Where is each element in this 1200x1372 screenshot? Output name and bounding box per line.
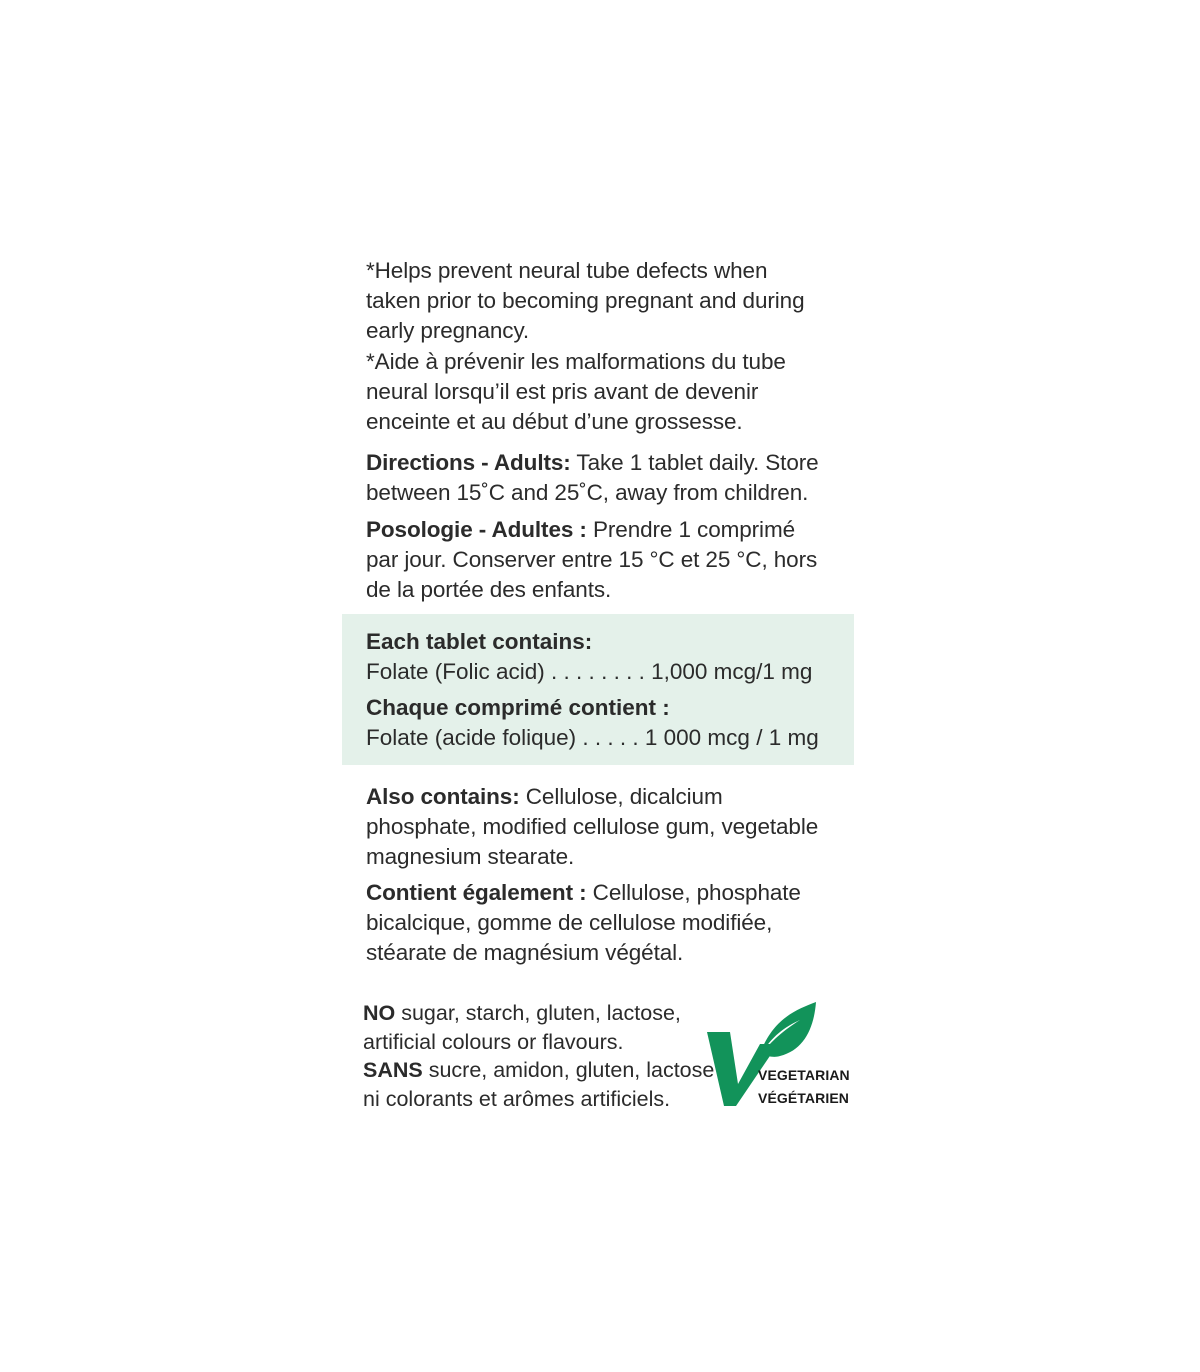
free-from-statement [363, 999, 714, 1113]
free-en-line-1 [363, 999, 714, 1028]
directions-line-1 [366, 448, 846, 478]
posologie-line-3: de la portée des enfants. [366, 577, 612, 603]
also-text-1: Cellulose, dicalcium [519, 784, 723, 809]
contient-text-1: Cellulose, phosphate [586, 880, 801, 905]
free-en-line-2: artificial colours or flavours. [363, 1029, 624, 1054]
also-label: Also contains: [366, 784, 520, 809]
posologie-line-1 [366, 515, 846, 545]
posologie-text-1: Prendre 1 comprimé [586, 517, 796, 542]
directions-label: Directions - Adults: [366, 450, 571, 475]
claim-fr-line-1: *Aide à prévenir les malformations du tube [366, 348, 786, 374]
directions-fr [366, 515, 846, 606]
vegetarian-label-en: VEGETARIAN [758, 1067, 850, 1083]
posologie-line-2: par jour. Conserver entre 15 °C et 25 °C, hors [366, 547, 818, 573]
directions-line-2: between 15˚C and 25˚C, away from children. [366, 480, 809, 506]
contient-line-1 [366, 878, 846, 908]
claim-fr-line-3: enceinte et au début d’une grossesse. [366, 409, 743, 435]
free-fr-text-1: sucre, amidon, gluten, lactose [422, 1058, 715, 1082]
tablet-ingredient-en: Folate (Folic acid) . . . . . . . . 1,000 mcg/1 mg [366, 659, 813, 684]
contient-line-3: stéarate de magnésium végétal. [366, 940, 684, 966]
also-line-2: phosphate, modified cellulose gum, vegetable [366, 814, 819, 840]
directions-en [366, 448, 846, 508]
claim-en-line-3: early pregnancy. [366, 318, 530, 344]
free-en-label: NO [363, 1001, 396, 1025]
health-claims [366, 256, 846, 437]
posologie-label: Posologie - Adultes : [366, 517, 587, 542]
claim-en-line-2: taken prior to becoming pregnant and during [366, 288, 805, 314]
also-line-1 [366, 782, 846, 812]
tablet-ingredient-fr: Folate (acide folique) . . . . . 1 000 mcg / 1 mg [366, 725, 819, 750]
also-contains-fr [366, 878, 846, 969]
free-fr-line-2: ni colorants et arômes artificiels. [363, 1086, 671, 1111]
also-contains-en [366, 782, 846, 873]
free-en-text-1: sugar, starch, gluten, lactose, [395, 1001, 681, 1025]
tablet-contents-box [342, 614, 854, 765]
contient-line-2: bicalcique, gomme de cellulose modifiée, [366, 910, 773, 936]
free-fr-line-1 [363, 1056, 714, 1085]
claim-en-line-1: *Helps prevent neural tube defects when [366, 258, 768, 283]
free-fr-label: SANS [363, 1058, 423, 1082]
tablet-heading-fr: Chaque comprimé contient : [366, 695, 670, 720]
contient-label: Contient également : [366, 880, 587, 905]
also-line-3: magnesium stearate. [366, 844, 575, 870]
directions-text-1: Take 1 tablet daily. Store [570, 450, 819, 475]
claim-fr-line-2: neural lorsqu’il est pris avant de devenir [366, 378, 759, 404]
tablet-heading-en: Each tablet contains: [366, 629, 593, 654]
vegetarian-label-fr: VÉGÉTARIEN [758, 1090, 849, 1106]
